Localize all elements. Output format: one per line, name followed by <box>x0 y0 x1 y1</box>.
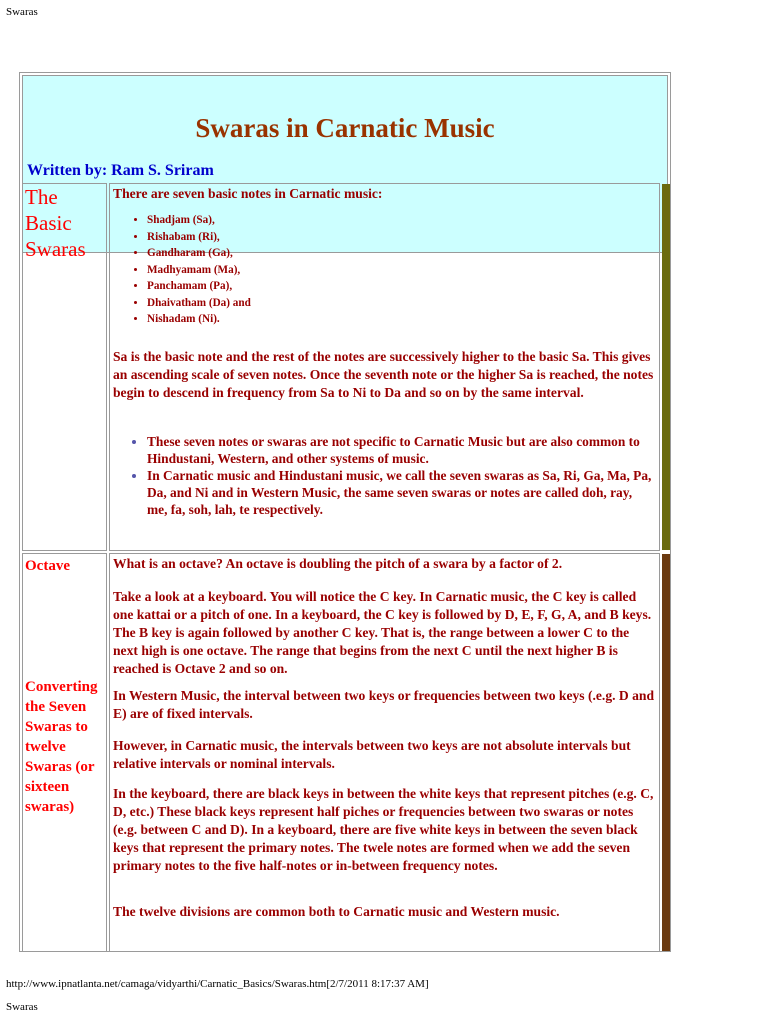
list-item: • In Carnatic music and Hindustani music, we call the seven swaras as Sa, Ri, Ga, Ma, Pa, Da, and Ni and in Western Music, the same seven swaras or notes are called doh, ray, me, fa, soh, lah, te respectively. <box>147 467 655 518</box>
section-content-octave <box>109 553 660 952</box>
swara-bullets <box>110 433 655 518</box>
carnatic-interval-paragraph: However, in Carnatic music, the intervals between two keys are not absolute intervals but relative intervals or nominal intervals. <box>113 738 631 771</box>
intro-text: There are seven basic notes in Carnatic music: <box>113 186 383 201</box>
list-item: • These seven notes or swaras are not specific to Carnatic Music but are also common to Hindustani, Western, and other systems of music. <box>147 433 655 467</box>
decorative-stripe-brown <box>662 554 670 952</box>
author-line: Written by: Ram S. Sriram <box>27 162 214 179</box>
list-item: • Madhyamam (Ma), <box>147 262 251 279</box>
decorative-stripe-olive <box>662 184 670 550</box>
black-keys-paragraph: In the keyboard, there are black keys in between the white keys that represent pitches (e.g. C, D, etc.) These black keys represent half piches or frequencies between two swaras or notes (e.g. between C and D). In a keyboard, there are five white keys in between the seven black keys that represent the primary notes. The twele notes are formed when we add the seven primary notes to the five half-notes or in-between frequency notes. <box>113 786 654 873</box>
notes-list <box>110 212 251 328</box>
list-item: • Shadjam (Sa), <box>147 212 251 229</box>
list-item: • Nishadam (Ni). <box>147 311 251 328</box>
section-heading-basic-swaras: The Basic Swaras <box>25 185 86 261</box>
twelve-divisions-paragraph: The twelve divisions are common both to Carnatic music and Western music. <box>113 904 560 919</box>
page-title: Swaras in Carnatic Music <box>195 113 495 143</box>
section-heading-octave: Octave <box>25 558 70 574</box>
section-content-basic <box>109 183 660 551</box>
print-footer-title: Swaras <box>6 1001 38 1013</box>
section-heading-cell-basic <box>22 183 107 551</box>
western-interval-paragraph: In Western Music, the interval between two keys or frequencies between two keys (.e.g. D and E) are of fixed intervals. <box>113 688 655 721</box>
section-heading-converting: Converting the Seven Swaras to twelve Swaras (or sixteen swaras) <box>25 679 98 815</box>
print-header-title: Swaras <box>6 6 38 18</box>
list-item: • Dhaivatham (Da) and <box>147 295 251 312</box>
octave-definition: What is an octave? An octave is doubling the pitch of a swara by a factor of 2. <box>113 556 563 571</box>
print-footer-url: http://www.ipnatlanta.net/camaga/vidyarthi/Carnatic_Basics/Swaras.htm[2/7/2011 8:17:37 AM] <box>6 978 429 990</box>
content-table <box>19 72 671 952</box>
list-item: • Gandharam (Ga), <box>147 245 251 262</box>
list-item: • Panchamam (Pa), <box>147 278 251 295</box>
list-item: • Rishabam (Ri), <box>147 229 251 246</box>
keyboard-paragraph: Take a look at a keyboard. You will notice the C key. In Carnatic music, the C key is called one kattai or a pitch of one. In a keyboard, the C key is followed by D, E, F, G, A, and B keys. The B key is again followed by another C key. That is, the range between a lower C to the next high is one octave. The range that begins from the next C until the next higher B is reached is Octave 2 and so on. <box>113 589 652 676</box>
sa-paragraph: Sa is the basic note and the rest of the notes are successively higher to the basic Sa. This gives an ascending scale of seven notes. Once the seventh note or the higher Sa is reached, the notes begin to descend in frequency from Sa to Ni to Da and so on by the same interval. <box>113 349 654 400</box>
section-heading-cell-octave <box>22 553 107 952</box>
